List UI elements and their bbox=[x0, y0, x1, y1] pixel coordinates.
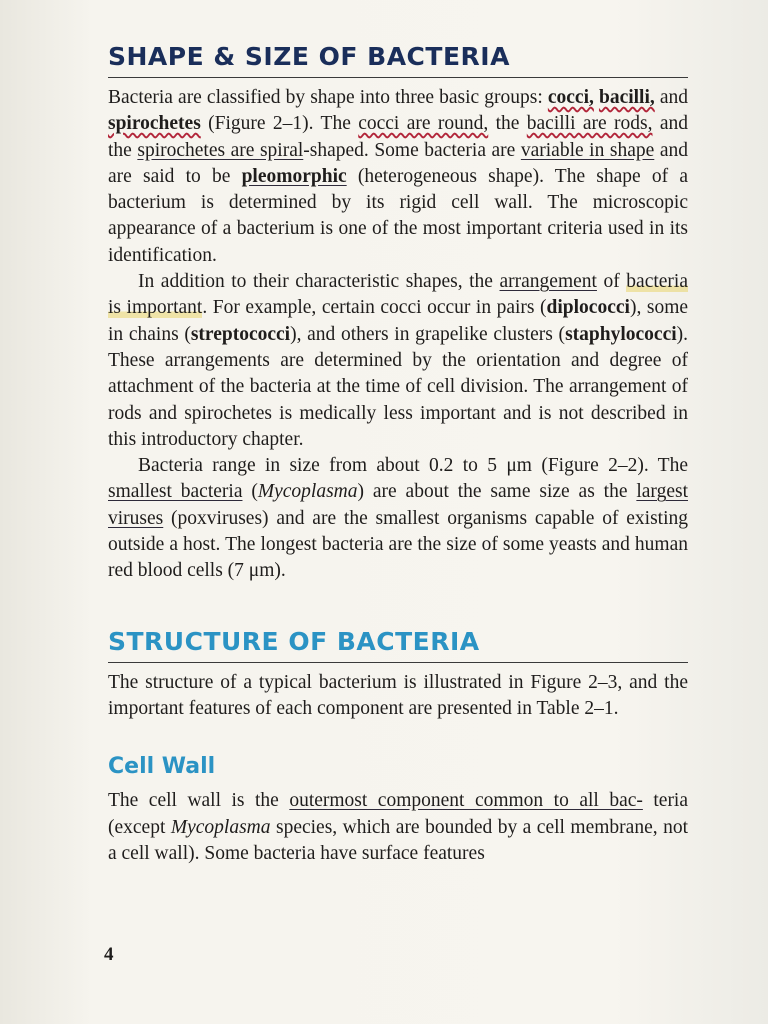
text-run: species, which are bounded by a cell membrane, not a cell wall). Some bacteria have surface features bbox=[108, 816, 688, 864]
text-run: the bbox=[488, 113, 527, 135]
text-run: In addition to their characteristic shapes, the bbox=[138, 271, 500, 293]
paragraph-size bbox=[108, 453, 688, 584]
highlight-cocci-round: cocci are round, bbox=[358, 113, 489, 135]
paragraph-arrangement bbox=[108, 269, 688, 453]
text-run: The cell wall is the bbox=[108, 790, 290, 812]
text-run: (heterogeneous shape). The shape of a bacterium is determined by its rigid cell wall. The microscopic appearance of a bacterium is one of the most important criteria used in its identification. bbox=[108, 165, 688, 266]
highlight-largest-viruses: largest viruses bbox=[108, 481, 688, 529]
term-spirochetes: spirochetes bbox=[108, 113, 201, 135]
highlight-bacilli-rods: bacilli are rods, bbox=[526, 113, 653, 135]
highlight-arrangement: arrangement bbox=[499, 271, 597, 293]
term-bacilli: bacilli, bbox=[598, 87, 655, 108]
paragraph-structure: The structure of a typical bacterium is illustrated in Figure 2–3, and the important features of each component are presented in Table 2–1. bbox=[108, 671, 688, 719]
text-run: and the bbox=[108, 113, 688, 161]
text-run: and are said to be bbox=[108, 139, 688, 187]
text-run: Bacteria are classified by shape into three basic groups: bbox=[108, 87, 548, 108]
text-run: and bbox=[654, 87, 688, 108]
text-run: of bbox=[596, 271, 627, 293]
text-run: . For example, certain cocci occur in pairs ( bbox=[202, 297, 547, 319]
spacer bbox=[108, 585, 688, 625]
text-run: ). These arrangements are determined by the orientation and degree of attachment of the bacteria at the time of cell division. The arrangement of rods and spirochetes is medically less important and is not described in this introductory chapter. bbox=[108, 323, 689, 450]
text-run: ), and others in grapelike clusters ( bbox=[290, 323, 566, 345]
highlight-variable-shape: variable in shape bbox=[520, 139, 655, 161]
highlight-smallest-bacteria: smallest bacteria bbox=[108, 481, 243, 503]
heading-rule bbox=[108, 662, 688, 663]
term-diplococci: diplococci bbox=[546, 297, 630, 319]
paragraph-shape bbox=[108, 85, 688, 269]
section-heading-shape-size: SHAPE & SIZE OF BACTERIA bbox=[108, 42, 510, 71]
term-pleomorphic: pleomorphic bbox=[241, 165, 347, 187]
text-run: ( bbox=[242, 481, 258, 503]
term-mycoplasma: Mycoplasma bbox=[170, 816, 271, 838]
term-streptococci: streptococci bbox=[190, 323, 291, 345]
term-staphylococci: staphylococci bbox=[565, 323, 677, 345]
highlight-spirochetes-spiral: spirochetes are spiral bbox=[137, 139, 304, 161]
text-run: teria (except bbox=[108, 790, 689, 838]
text-run: (poxviruses) and are the smallest organisms capable of existing outside a host. The longest bacteria are the size of some yeasts and human red blood cells (7 μm). bbox=[108, 507, 688, 582]
term-mycoplasma: Mycoplasma bbox=[257, 481, 358, 503]
subsection-heading-cell-wall: Cell Wall bbox=[108, 754, 216, 780]
text-run: ) are about the same size as the bbox=[357, 481, 637, 503]
text-run: Bacteria range in size from about 0.2 to 5 μm (Figure 2–2). The bbox=[138, 455, 688, 477]
heading-rule bbox=[108, 77, 688, 78]
paragraph-cell-wall bbox=[108, 788, 688, 867]
text-run: (Figure 2–1). The bbox=[200, 113, 359, 135]
highlight-bacteria-important: bacteria is important bbox=[108, 271, 688, 319]
term-cocci: cocci, bbox=[547, 87, 594, 108]
spacer bbox=[108, 722, 688, 752]
book-page-content bbox=[108, 40, 688, 867]
text-run: -shaped. Some bacteria are bbox=[303, 139, 521, 161]
page-number: 4 bbox=[104, 944, 114, 965]
text-run: ), some in chains ( bbox=[108, 297, 689, 345]
highlight-outermost: outermost component common to all bac- bbox=[289, 790, 643, 812]
section-heading-structure: STRUCTURE OF BACTERIA bbox=[108, 626, 480, 656]
